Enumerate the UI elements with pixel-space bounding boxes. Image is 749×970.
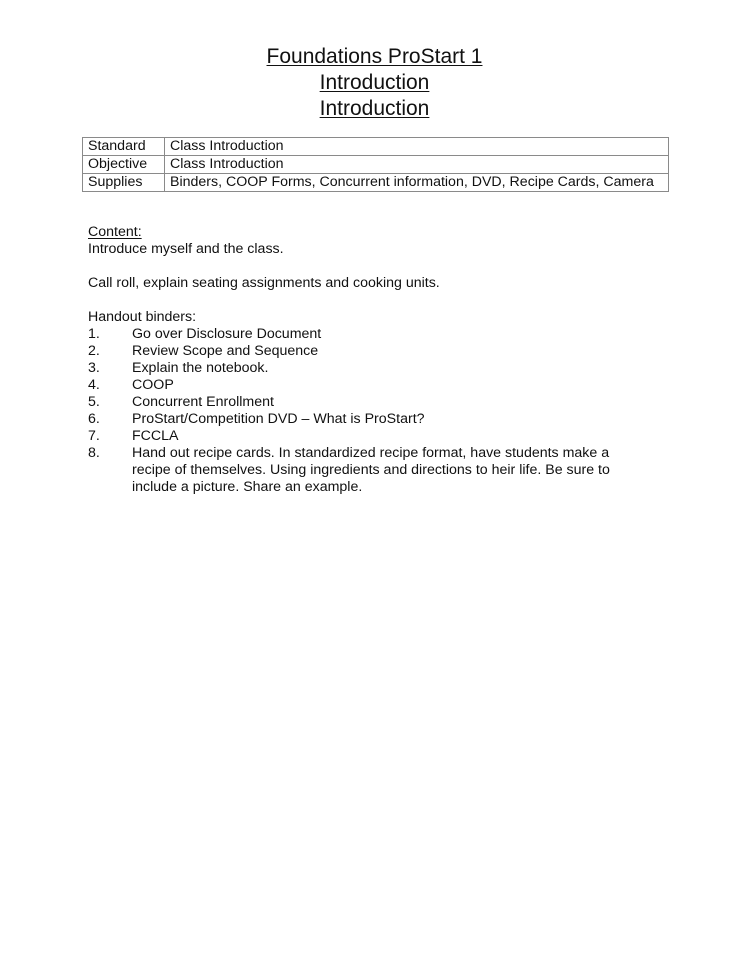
list-item bbox=[88, 377, 648, 394]
list-item-text: Go over Disclosure Document bbox=[132, 326, 322, 342]
content-heading: Content: bbox=[88, 224, 142, 240]
content-intro-paragraph: Introduce myself and the class. bbox=[88, 241, 284, 257]
list-item-number: 4. bbox=[88, 377, 100, 393]
table-row-objective bbox=[83, 156, 669, 174]
handout-steps-list bbox=[88, 326, 648, 496]
list-item-text: Concurrent Enrollment bbox=[132, 394, 274, 410]
list-item bbox=[88, 360, 648, 377]
title-line-course: Foundations ProStart 1 bbox=[266, 45, 483, 68]
title-line-lesson: Introduction bbox=[319, 97, 430, 120]
list-item-number: 5. bbox=[88, 394, 100, 410]
list-item-number: 3. bbox=[88, 360, 100, 376]
title-line-unit: Introduction bbox=[319, 71, 430, 94]
list-item-text: Explain the notebook. bbox=[132, 360, 269, 376]
list-item-number: 6. bbox=[88, 411, 100, 427]
list-item-number: 7. bbox=[88, 428, 100, 444]
handout-binders-heading: Handout binders: bbox=[88, 309, 197, 325]
lesson-info-table bbox=[82, 137, 669, 192]
document-title bbox=[0, 44, 749, 122]
spacer bbox=[88, 258, 648, 275]
standard-label: Standard bbox=[83, 138, 165, 156]
list-item-number: 2. bbox=[88, 343, 100, 359]
list-item bbox=[88, 394, 648, 411]
list-item bbox=[88, 343, 648, 360]
supplies-value: Binders, COOP Forms, Concurrent information, DVD, Recipe Cards, Camera bbox=[165, 174, 669, 192]
table-row-standard bbox=[83, 138, 669, 156]
supplies-label: Supplies bbox=[83, 174, 165, 192]
list-item-text: ProStart/Competition DVD – What is ProStart? bbox=[132, 411, 425, 427]
content-section bbox=[88, 224, 648, 496]
list-item bbox=[88, 326, 648, 343]
list-item-text: COOP bbox=[132, 377, 174, 393]
list-item-number: 1. bbox=[88, 326, 100, 342]
table-row-supplies bbox=[83, 174, 669, 192]
list-item-text: Hand out recipe cards. In standardized recipe format, have students make a recipe of themselves. Using ingredients and directions to heir life. Be sure to include a picture. Share an example. bbox=[132, 445, 610, 495]
objective-value: Class Introduction bbox=[165, 156, 669, 174]
spacer bbox=[88, 292, 648, 309]
list-item-text: FCCLA bbox=[132, 428, 179, 444]
standard-value: Class Introduction bbox=[165, 138, 669, 156]
list-item-number: 8. bbox=[88, 445, 100, 461]
content-roll-paragraph: Call roll, explain seating assignments and cooking units. bbox=[88, 275, 440, 291]
list-item bbox=[88, 411, 648, 428]
list-item bbox=[88, 428, 648, 445]
list-item bbox=[88, 445, 648, 496]
objective-label: Objective bbox=[83, 156, 165, 174]
list-item-text: Review Scope and Sequence bbox=[132, 343, 319, 359]
